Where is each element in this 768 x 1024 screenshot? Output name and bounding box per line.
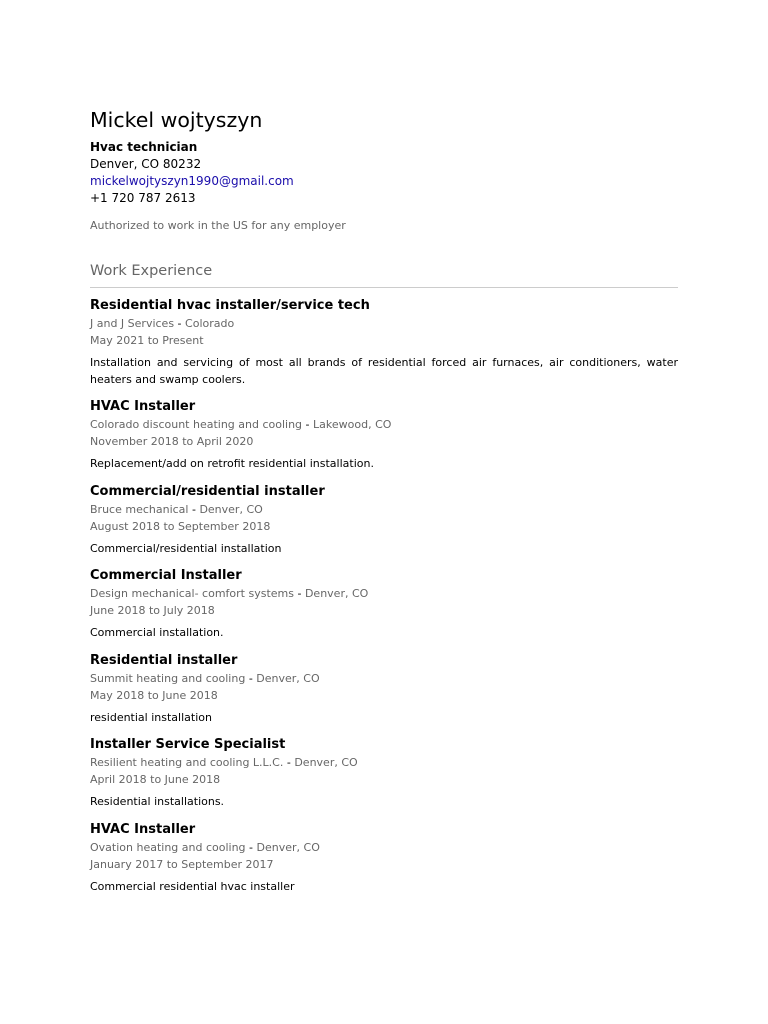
section-divider xyxy=(90,287,678,288)
job-location: Denver, CO xyxy=(294,756,358,769)
job-title: Installer Service Specialist xyxy=(90,737,286,752)
job-company: Resilient heating and cooling L.L.C. xyxy=(90,756,284,769)
candidate-name: Mickel wojtyszyn xyxy=(90,108,263,132)
job-dates: June 2018 to July 2018 xyxy=(90,604,215,617)
job-dates: April 2018 to June 2018 xyxy=(90,773,221,786)
job-entry xyxy=(90,567,678,642)
job-dates: May 2018 to June 2018 xyxy=(90,688,218,702)
job-dates: January 2017 to September 2017 xyxy=(90,857,274,871)
job-location: Denver, CO xyxy=(256,840,320,854)
job-location: Denver, CO xyxy=(304,587,369,600)
job-location: Colorado xyxy=(185,317,235,330)
job-entry xyxy=(90,483,678,558)
job-employer: Design mechanical- comfort systems - Denver, CO xyxy=(90,587,369,600)
job-employer: Colorado discount heating and cooling - Lakewood, CO xyxy=(90,418,392,431)
job-title: Commercial/residential installer xyxy=(90,483,325,499)
work-experience-heading: Work Experience xyxy=(90,263,213,279)
job-employer: Ovation heating and cooling - Denver, CO xyxy=(90,840,320,854)
job-description: Commercial residential hvac installer xyxy=(90,879,295,893)
job-entry xyxy=(90,398,678,473)
job-employer: Resilient heating and cooling L.L.C. - Denver, CO xyxy=(90,756,358,769)
resume-content xyxy=(90,106,678,895)
job-entry xyxy=(90,652,678,727)
job-location: Lakewood, CO xyxy=(313,418,392,431)
job-entry xyxy=(90,736,678,811)
job-entry xyxy=(90,821,678,896)
job-company: Ovation heating and cooling xyxy=(90,840,246,854)
job-dates: August 2018 to September 2018 xyxy=(90,519,271,533)
job-company: Colorado discount heating and cooling xyxy=(90,418,303,431)
job-description: Commercial/residential installation xyxy=(90,541,282,555)
job-title: HVAC Installer xyxy=(90,821,196,837)
job-location: Denver, CO xyxy=(256,671,320,685)
job-title: Commercial Installer xyxy=(90,568,242,583)
job-list xyxy=(90,297,678,895)
job-company: Design mechanical- comfort systems xyxy=(90,587,294,600)
job-title: Residential hvac installer/service tech xyxy=(90,298,370,313)
job-company: Summit heating and cooling xyxy=(90,671,246,685)
job-employer: Bruce mechanical - Denver, CO xyxy=(90,502,263,516)
job-description: Replacement/add on retrofit residential installation. xyxy=(90,457,374,470)
job-company: Bruce mechanical xyxy=(90,502,189,516)
job-title: Residential installer xyxy=(90,652,238,668)
job-description: residential installation xyxy=(90,710,212,724)
candidate-headline: Hvac technician xyxy=(90,140,198,154)
job-employer: Summit heating and cooling - Denver, CO xyxy=(90,671,320,685)
candidate-email-link[interactable]: mickelwojtyszyn1990@gmail.com xyxy=(90,174,294,188)
job-entry xyxy=(90,297,678,388)
job-dates: November 2018 to April 2020 xyxy=(90,435,254,448)
candidate-phone: +1 720 787 2613 xyxy=(90,191,196,205)
job-title: HVAC Installer xyxy=(90,399,196,414)
job-dates: May 2021 to Present xyxy=(90,334,204,347)
job-company: J and J Services xyxy=(90,317,175,330)
job-description: Residential installations. xyxy=(90,795,225,808)
job-location: Denver, CO xyxy=(199,502,263,516)
candidate-location: Denver, CO 80232 xyxy=(90,157,202,171)
job-description: Commercial installation. xyxy=(90,626,224,639)
job-employer: J and J Services - Colorado xyxy=(90,317,235,330)
job-description: Installation and servicing of most all brands of residential forced air furnaces, air conditioners, water heaters and swamp coolers. xyxy=(90,356,678,386)
work-authorization: Authorized to work in the US for any employer xyxy=(90,219,346,232)
